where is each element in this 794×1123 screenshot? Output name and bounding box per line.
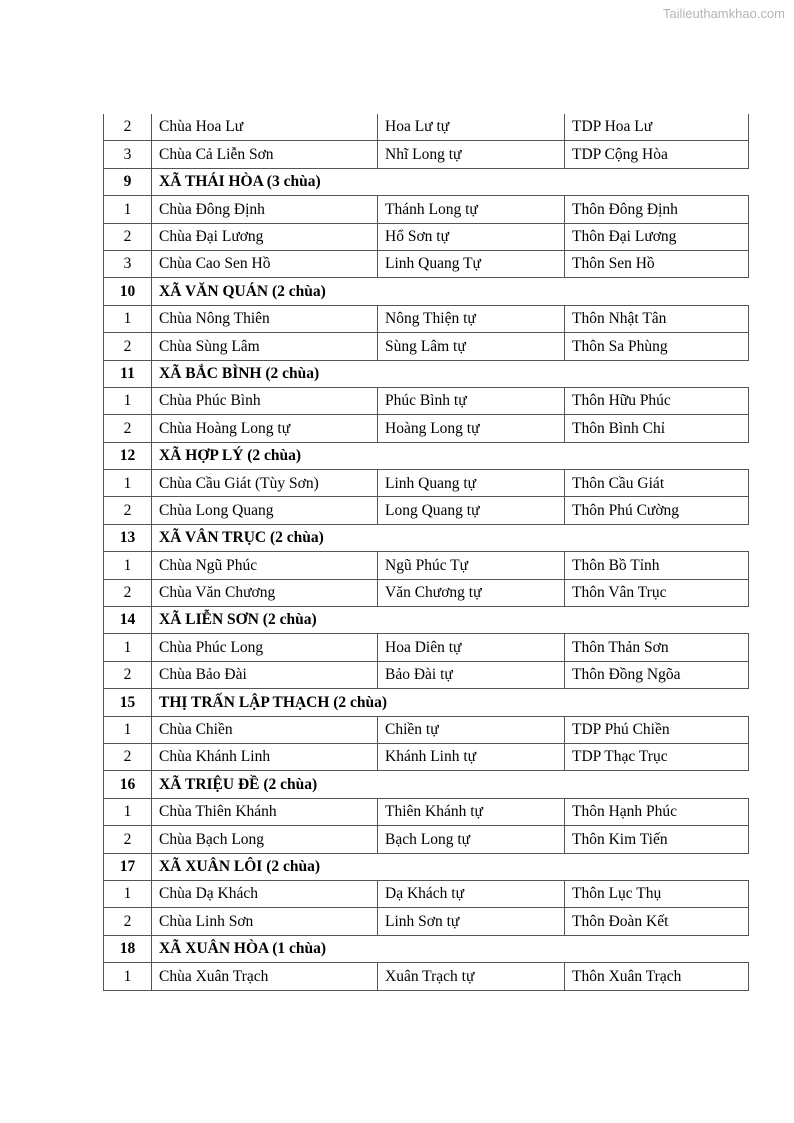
location: Thôn Bình Chỉ <box>565 415 749 442</box>
section-number: 9 <box>104 168 152 195</box>
han-name: Bảo Đài tự <box>378 661 565 688</box>
table-row <box>104 826 749 853</box>
location: Thôn Sa Phùng <box>565 333 749 360</box>
section-title: XÃ HỢP LÝ (2 chùa) <box>152 442 749 469</box>
han-name: Ngũ Phúc Tự <box>378 552 565 579</box>
row-number: 2 <box>104 826 152 853</box>
location: Thôn Sen Hồ <box>565 250 749 277</box>
han-name: Phúc Bình tự <box>378 387 565 414</box>
pagoda-name: Chùa Phúc Long <box>152 634 378 661</box>
section-title: XÃ XUÂN HÒA (1 chùa) <box>152 935 749 962</box>
row-number: 1 <box>104 798 152 825</box>
pagoda-name: Chùa Thiên Khánh <box>152 798 378 825</box>
pagoda-name: Chùa Bạch Long <box>152 826 378 853</box>
row-number: 1 <box>104 880 152 907</box>
section-number: 11 <box>104 360 152 387</box>
location: Thôn Đoàn Kết <box>565 908 749 935</box>
row-number: 3 <box>104 141 152 168</box>
table-row <box>104 661 749 688</box>
row-number: 2 <box>104 743 152 770</box>
section-header-row <box>104 360 749 387</box>
row-number: 2 <box>104 908 152 935</box>
han-name: Hổ Sơn tự <box>378 223 565 250</box>
row-number: 2 <box>104 661 152 688</box>
table-row <box>104 333 749 360</box>
section-title: XÃ BẮC BÌNH (2 chùa) <box>152 360 749 387</box>
pagoda-name: Chùa Ngũ Phúc <box>152 552 378 579</box>
location: TDP Hoa Lư <box>565 114 749 141</box>
row-number: 1 <box>104 552 152 579</box>
location: Thôn Thản Sơn <box>565 634 749 661</box>
location: Thôn Nhật Tân <box>565 305 749 332</box>
pagoda-name: Chùa Cao Sen Hồ <box>152 250 378 277</box>
han-name: Sùng Lâm tự <box>378 333 565 360</box>
han-name: Dạ Khách tự <box>378 880 565 907</box>
han-name: Nông Thiện tự <box>378 305 565 332</box>
row-number: 1 <box>104 196 152 223</box>
row-number: 1 <box>104 963 152 990</box>
table-row <box>104 963 749 990</box>
pagoda-table-body <box>104 114 749 990</box>
han-name: Long Quang tự <box>378 497 565 524</box>
row-number: 1 <box>104 387 152 414</box>
section-title: XÃ THÁI HÒA (3 chùa) <box>152 168 749 195</box>
row-number: 1 <box>104 470 152 497</box>
pagoda-name: Chùa Linh Sơn <box>152 908 378 935</box>
row-number: 1 <box>104 634 152 661</box>
table-row <box>104 634 749 661</box>
section-number: 18 <box>104 935 152 962</box>
location: TDP Thạc Trục <box>565 743 749 770</box>
section-title: XÃ XUÂN LÔI (2 chùa) <box>152 853 749 880</box>
section-header-row <box>104 168 749 195</box>
location: Thôn Cầu Giát <box>565 470 749 497</box>
han-name: Văn Chương tự <box>378 579 565 606</box>
row-number: 2 <box>104 333 152 360</box>
han-name: Linh Quang tự <box>378 470 565 497</box>
pagoda-name: Chùa Sùng Lâm <box>152 333 378 360</box>
section-title: XÃ LIỄN SƠN (2 chùa) <box>152 607 749 634</box>
section-header-row <box>104 689 749 716</box>
row-number: 2 <box>104 114 152 141</box>
location: Thôn Bồ Tỉnh <box>565 552 749 579</box>
pagoda-name: Chùa Bảo Đài <box>152 661 378 688</box>
location: Thôn Đông Định <box>565 196 749 223</box>
han-name: Xuân Trạch tự <box>378 963 565 990</box>
table-row <box>104 579 749 606</box>
table-row <box>104 908 749 935</box>
section-number: 15 <box>104 689 152 716</box>
row-number: 2 <box>104 497 152 524</box>
table-row <box>104 223 749 250</box>
watermark: Tailieuthamkhao.com <box>662 6 785 21</box>
han-name: Linh Quang Tự <box>378 250 565 277</box>
table-row <box>104 141 749 168</box>
location: Thôn Kim Tiến <box>565 826 749 853</box>
pagoda-name: Chùa Phúc Bình <box>152 387 378 414</box>
han-name: Nhĩ Long tự <box>378 141 565 168</box>
table-row <box>104 196 749 223</box>
pagoda-name: Chùa Xuân Trạch <box>152 963 378 990</box>
row-number: 2 <box>104 579 152 606</box>
table-row <box>104 552 749 579</box>
row-number: 2 <box>104 223 152 250</box>
location: TDP Cộng Hòa <box>565 141 749 168</box>
table-row <box>104 415 749 442</box>
section-number: 16 <box>104 771 152 798</box>
section-title: XÃ VĂN QUÁN (2 chùa) <box>152 278 749 305</box>
table-row <box>104 114 749 141</box>
table-row <box>104 716 749 743</box>
location: Thôn Hạnh Phúc <box>565 798 749 825</box>
location: Thôn Đồng Ngõa <box>565 661 749 688</box>
location: Thôn Lục Thụ <box>565 880 749 907</box>
table-row <box>104 798 749 825</box>
row-number: 3 <box>104 250 152 277</box>
han-name: Hoa Lư tự <box>378 114 565 141</box>
location: Thôn Xuân Trạch <box>565 963 749 990</box>
table-row <box>104 743 749 770</box>
section-number: 12 <box>104 442 152 469</box>
pagoda-name: Chùa Chiền <box>152 716 378 743</box>
pagoda-name: Chùa Hoàng Long tự <box>152 415 378 442</box>
section-title: XÃ VÂN TRỤC (2 chùa) <box>152 524 749 551</box>
table-row <box>104 880 749 907</box>
pagoda-name: Chùa Văn Chương <box>152 579 378 606</box>
han-name: Khánh Linh tự <box>378 743 565 770</box>
pagoda-name: Chùa Nông Thiên <box>152 305 378 332</box>
section-header-row <box>104 278 749 305</box>
row-number: 1 <box>104 305 152 332</box>
section-number: 17 <box>104 853 152 880</box>
han-name: Thánh Long tự <box>378 196 565 223</box>
row-number: 1 <box>104 716 152 743</box>
pagoda-name: Chùa Hoa Lư <box>152 114 378 141</box>
section-header-row <box>104 853 749 880</box>
row-number: 2 <box>104 415 152 442</box>
pagoda-table <box>103 114 749 991</box>
location: Thôn Vân Trục <box>565 579 749 606</box>
pagoda-name: Chùa Dạ Khách <box>152 880 378 907</box>
section-header-row <box>104 935 749 962</box>
section-number: 10 <box>104 278 152 305</box>
pagoda-name: Chùa Cả Liễn Sơn <box>152 141 378 168</box>
section-header-row <box>104 771 749 798</box>
table-row <box>104 305 749 332</box>
location: Thôn Phú Cường <box>565 497 749 524</box>
section-title: THỊ TRẤN LẬP THẠCH (2 chùa) <box>152 689 749 716</box>
section-title: XÃ TRIỆU ĐỀ (2 chùa) <box>152 771 749 798</box>
han-name: Hoàng Long tự <box>378 415 565 442</box>
section-number: 13 <box>104 524 152 551</box>
pagoda-name: Chùa Khánh Linh <box>152 743 378 770</box>
pagoda-name: Chùa Đại Lương <box>152 223 378 250</box>
section-header-row <box>104 442 749 469</box>
location: Thôn Đại Lương <box>565 223 749 250</box>
han-name: Chiền tự <box>378 716 565 743</box>
section-header-row <box>104 524 749 551</box>
table-row <box>104 250 749 277</box>
han-name: Hoa Diên tự <box>378 634 565 661</box>
pagoda-name: Chùa Long Quang <box>152 497 378 524</box>
pagoda-name: Chùa Đông Định <box>152 196 378 223</box>
table-row <box>104 497 749 524</box>
table-row <box>104 470 749 497</box>
location: TDP Phú Chiền <box>565 716 749 743</box>
pagoda-name: Chùa Cầu Giát (Tùy Sơn) <box>152 470 378 497</box>
han-name: Bạch Long tự <box>378 826 565 853</box>
han-name: Thiên Khánh tự <box>378 798 565 825</box>
section-number: 14 <box>104 607 152 634</box>
location: Thôn Hữu Phúc <box>565 387 749 414</box>
han-name: Linh Sơn tự <box>378 908 565 935</box>
table-row <box>104 387 749 414</box>
section-header-row <box>104 607 749 634</box>
